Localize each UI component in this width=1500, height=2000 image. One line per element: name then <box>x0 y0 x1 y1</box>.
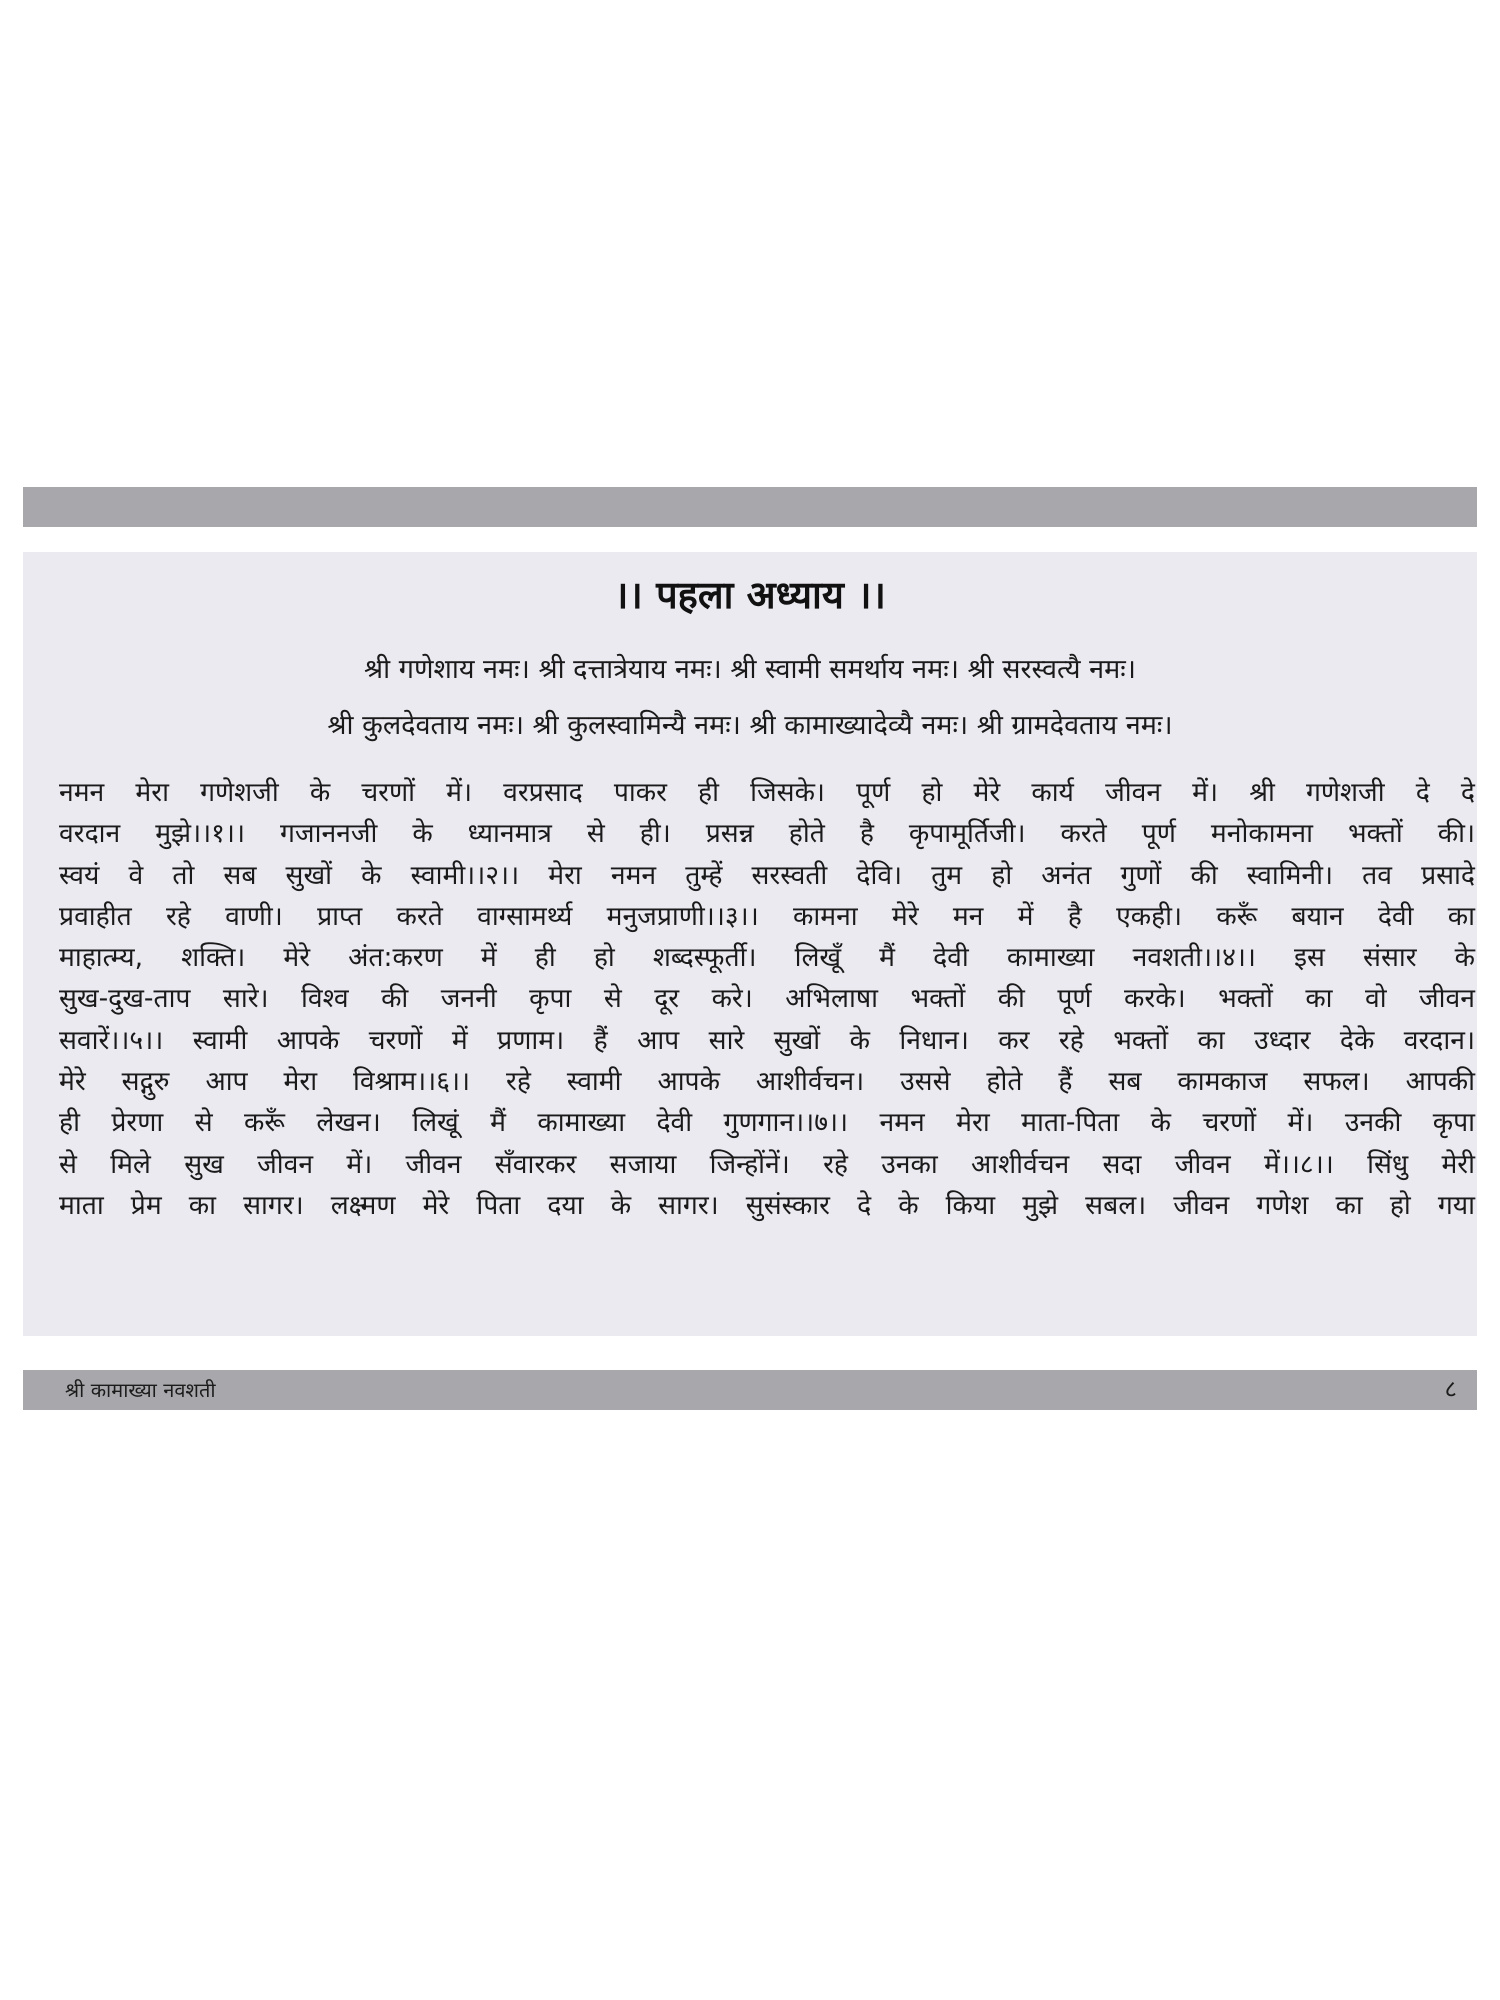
page-footer <box>23 1370 1477 1410</box>
invocation-line-2: श्री कुलदेवताय नमः। श्री कुलस्वामिन्यै नमः। श्री कामाख्यादेव्यै नमः। श्री ग्रामदेवताय नमः। <box>327 710 1173 741</box>
chapter-title: ।। पहला अध्याय ।। <box>614 573 886 617</box>
page-number: ८ <box>1444 1375 1457 1403</box>
body-line: नमन मेरा गणेशजी के चरणों में। वरप्रसाद पाकर ही जिसके। पूर्ण हो मेरे कार्य जीवन में। श्री गणेशजी दे दे <box>59 777 1475 808</box>
body-line: ही प्रेरणा से करूँ लेखन। लिखूं मैं कामाख्या देवी गुणगान।।७।। नमन मेरा माता-पिता के चरणों में। उनकी कृपा <box>59 1107 1475 1139</box>
body-line: प्रवाहीत रहे वाणी। प्राप्त करते वाग्सामर्थ्य मनुजप्राणी।।३।। कामना मेरे मन में है एकही। करूँ बयान देवी का <box>59 900 1475 932</box>
header-band <box>23 487 1477 527</box>
body-line: सुख-दुख-ताप सारे। विश्व की जननी कृपा से दूर करे। अभिलाषा भक्तों की पूर्ण करके। भक्तों का वो जीवन <box>59 983 1475 1015</box>
invocation-line-1: श्री गणेशाय नमः। श्री दत्तात्रेयाय नमः। श्री स्वामी समर्थाय नमः। श्री सरस्वत्यै नमः। <box>364 654 1136 685</box>
body-line: वरदान मुझे।।१।। गजाननजी के ध्यानमात्र से ही। प्रसन्न होते है कृपामूर्तिजी। करते पूर्ण मनोकामना भक्तों की। <box>59 818 1475 850</box>
body-line: मेरे सद्गुरु आप मेरा विश्राम।।६।। रहे स्वामी आपके आशीर्वचन। उससे होते हैं सब कामकाज सफल। आपकी <box>59 1066 1475 1098</box>
body-line: माता प्रेम का सागर। लक्ष्मण मेरे पिता दया के सागर। सुसंस्कार दे के किया मुझे सबल। जीवन गणेश का हो गया <box>59 1189 1475 1221</box>
body-line: सवारें।।५।। स्वामी आपके चरणों में प्रणाम। हैं आप सारे सुखों के निधान। कर रहे भक्तों का उध्दार देके वरदान। <box>59 1024 1475 1056</box>
footer-book-title: श्री कामाख्या नवशती <box>65 1378 216 1402</box>
body-line: स्वयं वे तो सब सुखों के स्वामी।।२।। मेरा नमन तुम्हें सरस्वती देवि। तुम हो अनंत गुणों की स्वामिनी। तव प्रसादे <box>59 859 1475 891</box>
body-line: से मिले सुख जीवन में। जीवन सँवारकर सजाया जिन्होंनें। रहे उनका आशीर्वचन सदा जीवन में।।८।। सिंधु मेरी <box>59 1148 1475 1180</box>
body-line: माहात्म्य, शक्ति। मेरे अंत:करण में ही हो शब्दस्फूर्ती। लिखूँ मैं देवी कामाख्या नवशती।।४।। इस संसार के <box>59 942 1475 974</box>
chapter-body <box>59 772 1475 1226</box>
content-panel <box>23 552 1477 1336</box>
